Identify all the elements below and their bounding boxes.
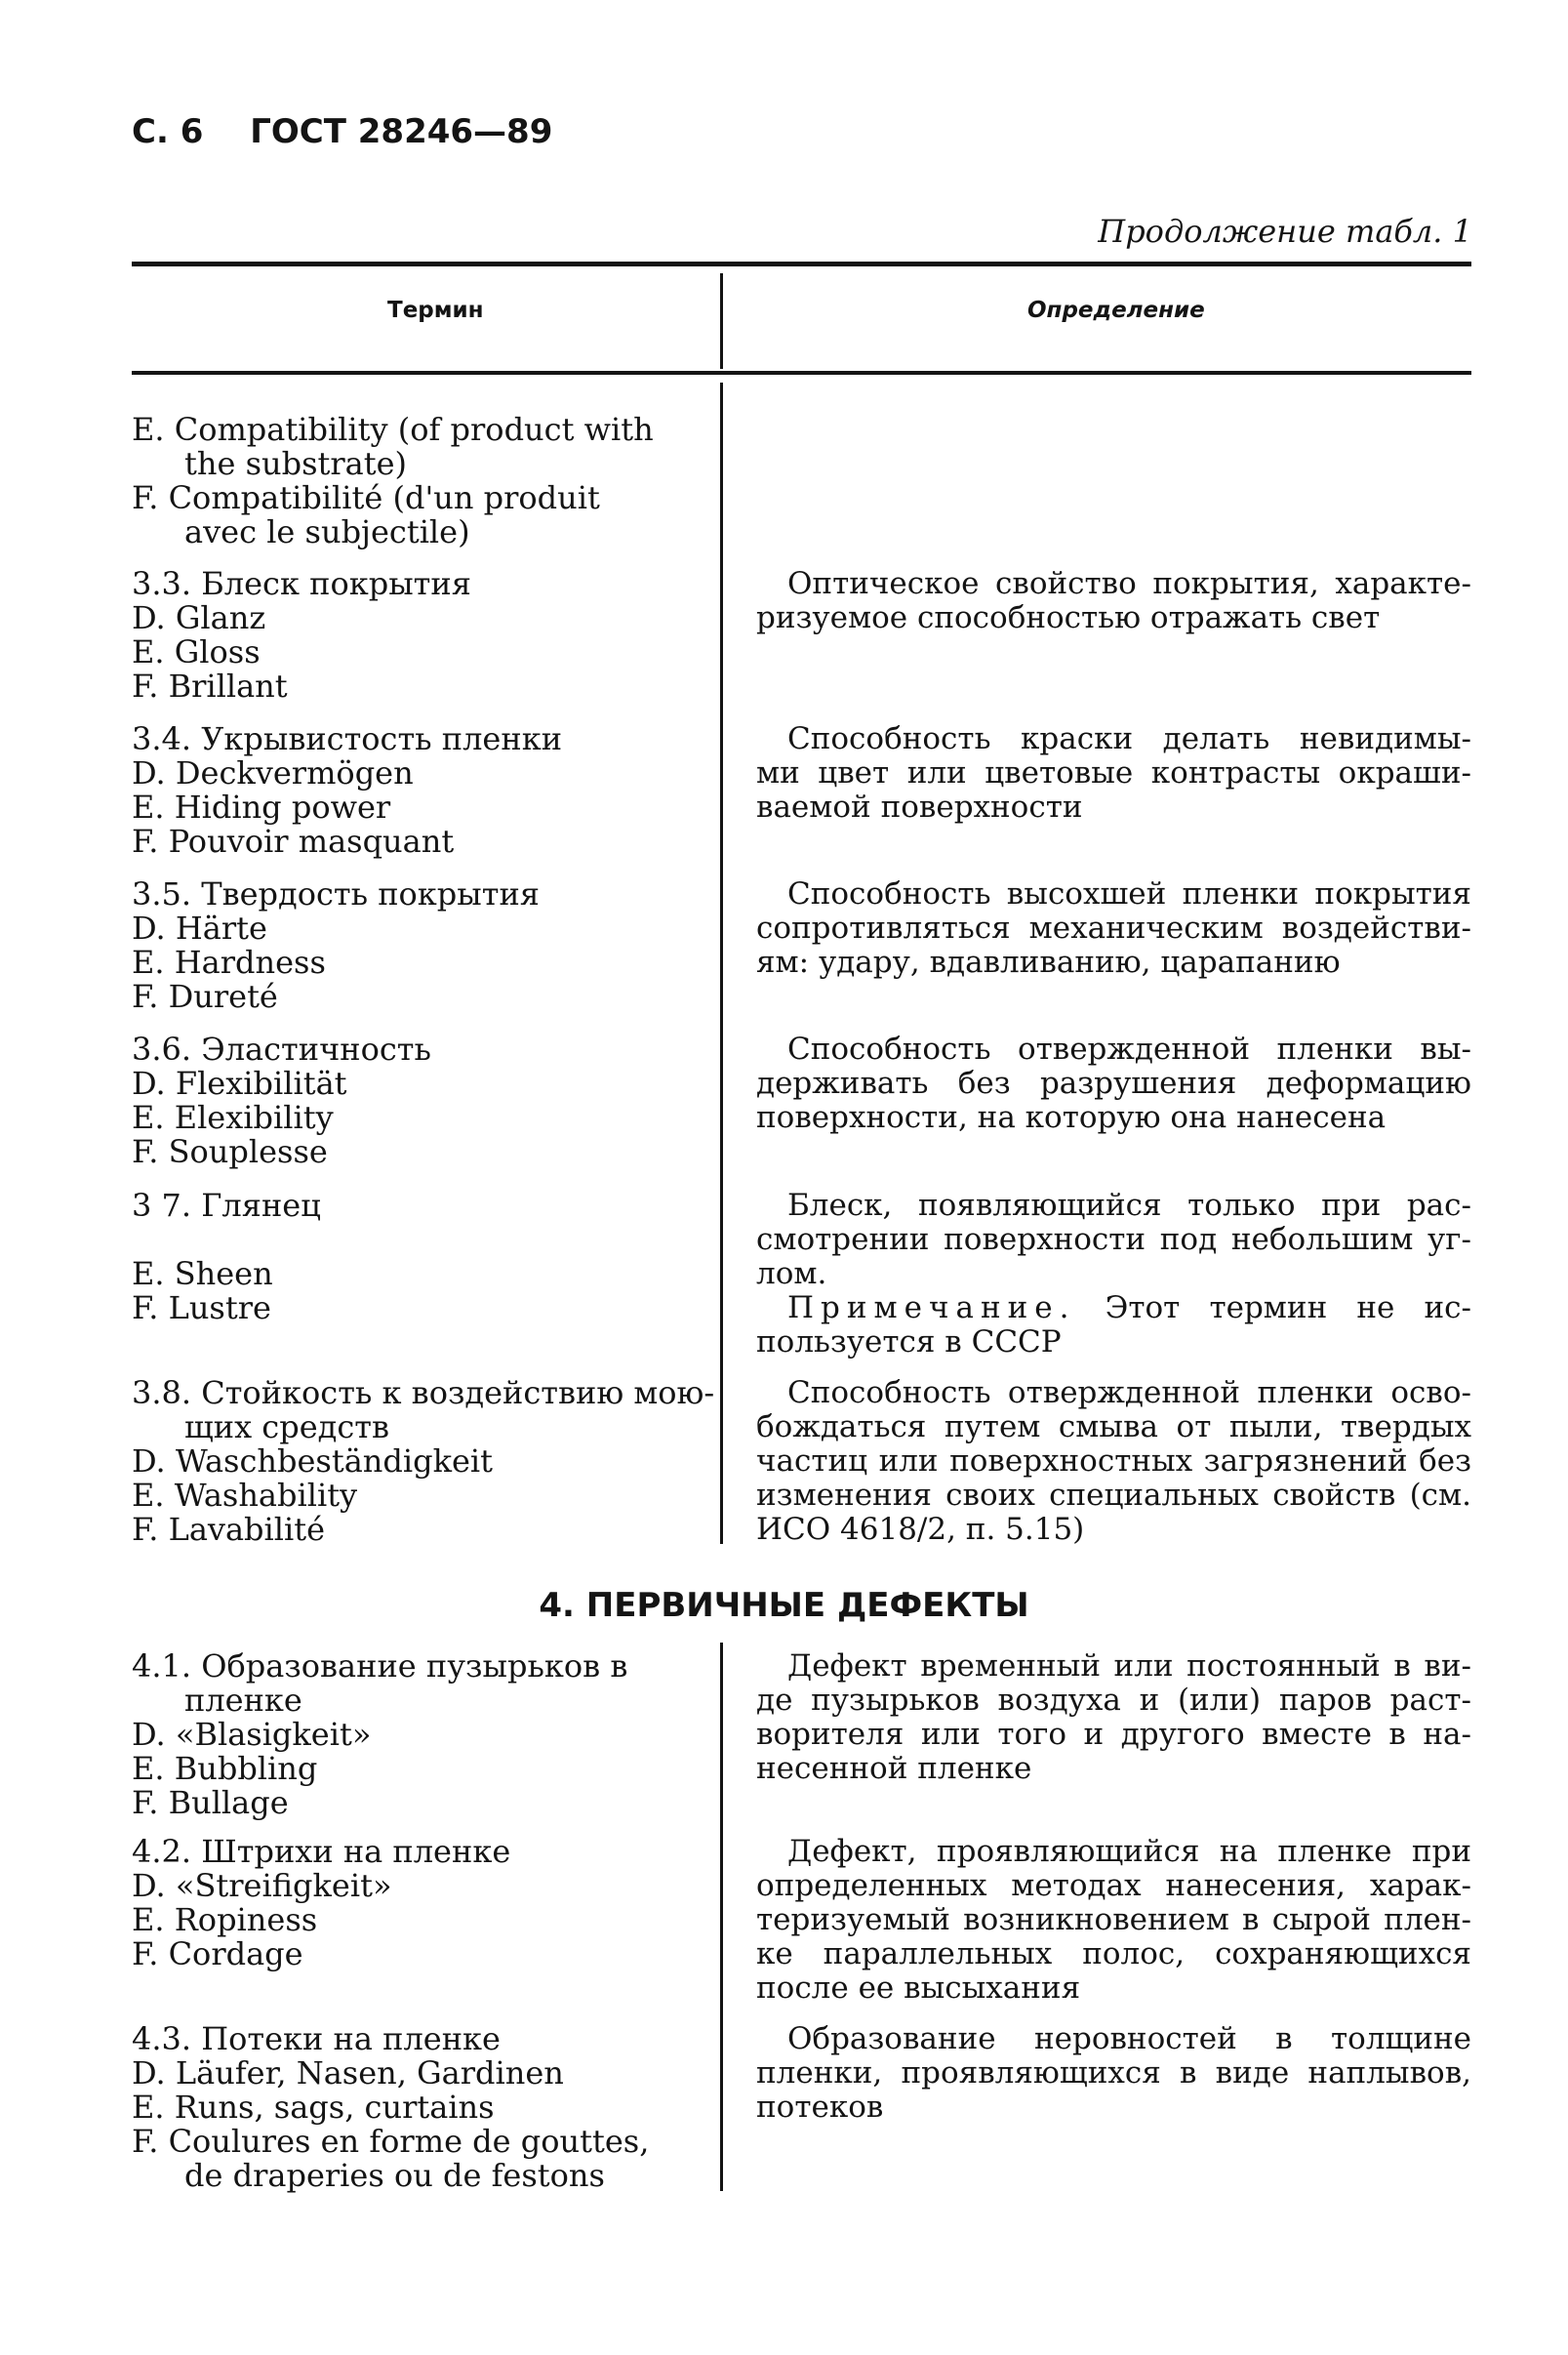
term-line: 4.1. Образование пузырьков в xyxy=(132,1647,628,1685)
term-3-8 xyxy=(132,1374,715,1548)
definition-line: ми цвет или цветовые контрасты окраши- xyxy=(756,755,1471,791)
term-line: 3.3. Блеск покрытия xyxy=(132,565,471,602)
term-line: D. Flexibilität xyxy=(132,1065,347,1102)
term-3-5 xyxy=(132,877,707,1014)
term-line: D. Waschbeständigkeit xyxy=(132,1442,494,1480)
term-line: de draperies ou de festons xyxy=(184,2157,605,2194)
note-line-2: пользуется в СССР xyxy=(756,1324,1062,1360)
definition-line: потеков xyxy=(756,2090,884,2125)
definition-4-2 xyxy=(756,1835,1471,2006)
definition-line: изменения своих специальных свойств (см. xyxy=(756,1478,1471,1513)
definition-line: частиц или поверхностных загрязнений без xyxy=(756,1443,1471,1479)
column-header-definition: Определение xyxy=(1027,298,1205,323)
definition-line: Способность отвержденной пленки осво- xyxy=(787,1375,1471,1410)
note-label: Примечание. xyxy=(787,1290,1076,1325)
definition-line: определенных методах нанесения, харак- xyxy=(756,1868,1471,1903)
term-4-3 xyxy=(132,2022,707,2193)
definition-line: после ее высыхания xyxy=(756,1970,1081,2006)
term-line: E. Hardness xyxy=(132,944,326,981)
term-line: F. Cordage xyxy=(132,1935,303,1972)
column-divider-2 xyxy=(720,1643,723,2191)
note-text: Этот термин не ис- xyxy=(1105,1290,1471,1325)
standard-number: ГОСТ 28246—89 xyxy=(250,112,553,151)
term-4-2 xyxy=(132,1835,707,1971)
definition-line: ризуемое способностью отражать свет xyxy=(756,600,1381,635)
definition-line: лом. xyxy=(756,1256,827,1291)
definition-line: поверхности, на которую она нанесена xyxy=(756,1100,1387,1135)
term-line: 4.2. Штрихи на пленке xyxy=(132,1833,511,1870)
definition-line: сопротивляться механическим воздействи- xyxy=(756,911,1471,946)
term-line: F. Coulures en forme de gouttes, xyxy=(132,2123,650,2160)
definition-line: Образование неровностей в толщине xyxy=(787,2021,1471,2056)
definition-3-5 xyxy=(756,877,1471,980)
term-line: E. Washability xyxy=(132,1477,358,1514)
term-line: avec le subjectile) xyxy=(184,513,470,550)
term-3-3 xyxy=(132,567,707,704)
column-header-term: Термин xyxy=(387,298,484,323)
definition-line: ИСО 4618/2, п. 5.15) xyxy=(756,1512,1085,1547)
term-line: E. Elexibility xyxy=(132,1099,334,1136)
definition-4-1 xyxy=(756,1649,1471,1786)
term-line: the substrate) xyxy=(184,445,408,482)
page-number: С. 6 xyxy=(132,112,204,151)
term-3-7 xyxy=(132,1189,707,1325)
term-line: E. Sheen xyxy=(132,1255,273,1292)
definition-line: де пузырьков воздуха и (или) паров раст- xyxy=(756,1683,1471,1718)
term-line: D. «Streifigkeit» xyxy=(132,1867,392,1904)
definition-line: Оптическое свойство покрытия, характе- xyxy=(787,566,1471,601)
definition-3-8 xyxy=(756,1376,1471,1547)
term-line: D. Läufer, Nasen, Gardinen xyxy=(132,2054,564,2091)
term-line: D. Glanz xyxy=(132,599,266,636)
term-line: F. Brillant xyxy=(132,668,288,705)
term-line: 3.4. Укрывистость пленки xyxy=(132,720,563,757)
term-line: D. Härte xyxy=(132,910,267,947)
definition-line: Дефект, проявляющийся на пленке при xyxy=(787,1834,1471,1869)
definition-line: держивать без разрушения деформацию xyxy=(756,1066,1471,1101)
definition-line: Способность высохшей пленки покрытия xyxy=(787,876,1471,912)
term-line: D. «Blasigkeit» xyxy=(132,1716,372,1753)
definition-line: ваемой поверхности xyxy=(756,790,1083,825)
column-divider-1 xyxy=(720,383,723,1544)
term-line: F. Bullage xyxy=(132,1784,289,1821)
definition-3-3 xyxy=(756,567,1471,635)
term-line: E. Compatibility (of product with xyxy=(132,411,654,448)
definition-3-4 xyxy=(756,722,1471,825)
definition-line: ке параллельных полос, сохраняющихся xyxy=(756,1936,1471,1971)
definition-3-7 xyxy=(756,1189,1471,1360)
term-line: E. Hiding power xyxy=(132,789,391,826)
term-line: F. Souplesse xyxy=(132,1133,328,1170)
definition-line: пленки, проявляющихся в виде наплывов, xyxy=(756,2055,1471,2091)
definition-line: теризуемый возникновением в сырой плен- xyxy=(756,1902,1471,1937)
term-line: F. Compatibilité (d'un produit xyxy=(132,479,600,516)
definition-line: несенной пленке xyxy=(756,1751,1032,1786)
term-line: F. Pouvoir masquant xyxy=(132,823,455,860)
term-line: E. Bubbling xyxy=(132,1750,318,1787)
term-line: E. Runs, sags, curtains xyxy=(132,2089,495,2126)
definition-line: Дефект временный или постоянный в ви- xyxy=(787,1648,1471,1684)
definition-line: бождаться путем смыва от пыли, твердых xyxy=(756,1409,1471,1444)
term-line: 4.3. Потеки на пленке xyxy=(132,2020,501,2057)
term-line: пленке xyxy=(184,1682,302,1719)
note-line xyxy=(756,1291,1471,1325)
definition-line: ворителя или того и другого вместе в на- xyxy=(756,1717,1471,1752)
term-line: 3.8. Стойкость к воздействию мою- xyxy=(132,1374,715,1411)
table-top-rule xyxy=(132,262,1471,266)
definition-3-6 xyxy=(756,1033,1471,1135)
term-line: 3.6. Эластичность xyxy=(132,1031,431,1068)
term-line: 3 7. Глянец xyxy=(132,1187,321,1224)
header-column-divider xyxy=(720,273,723,369)
definition-line: Способность отвержденной пленки вы- xyxy=(787,1032,1471,1067)
term-line: F. Lustre xyxy=(132,1289,271,1326)
definition-line: ям: удару, вдавливанию, царапанию xyxy=(756,945,1341,980)
term-line: E. Ropiness xyxy=(132,1901,318,1938)
term-line: щих средств xyxy=(184,1408,389,1445)
term-line: F. Dureté xyxy=(132,978,278,1015)
term-4-1 xyxy=(132,1649,707,1820)
term-line: F. Lavabilité xyxy=(132,1511,326,1548)
definition-line: смотрении поверхности под небольшим уг- xyxy=(756,1222,1471,1257)
table-header-rule xyxy=(132,371,1471,375)
definition-line: Блеск, появляющийся только при рас- xyxy=(787,1188,1471,1223)
term-line xyxy=(132,1223,707,1257)
definition-line: Способность краски делать невидимы- xyxy=(787,721,1471,756)
term-line: E. Gloss xyxy=(132,633,261,670)
section-heading: 4. ПЕРВИЧНЫЕ ДЕФЕКТЫ xyxy=(539,1586,1029,1625)
page-header xyxy=(132,112,587,151)
definition-4-3 xyxy=(756,2022,1471,2125)
term-line: 3.5. Твердость покрытия xyxy=(132,875,540,913)
term-compatibility xyxy=(132,413,707,549)
table-continuation-label: Продолжение табл. 1 xyxy=(1098,213,1472,250)
term-line: D. Deckvermögen xyxy=(132,754,414,792)
term-3-6 xyxy=(132,1033,707,1169)
term-3-4 xyxy=(132,722,707,859)
